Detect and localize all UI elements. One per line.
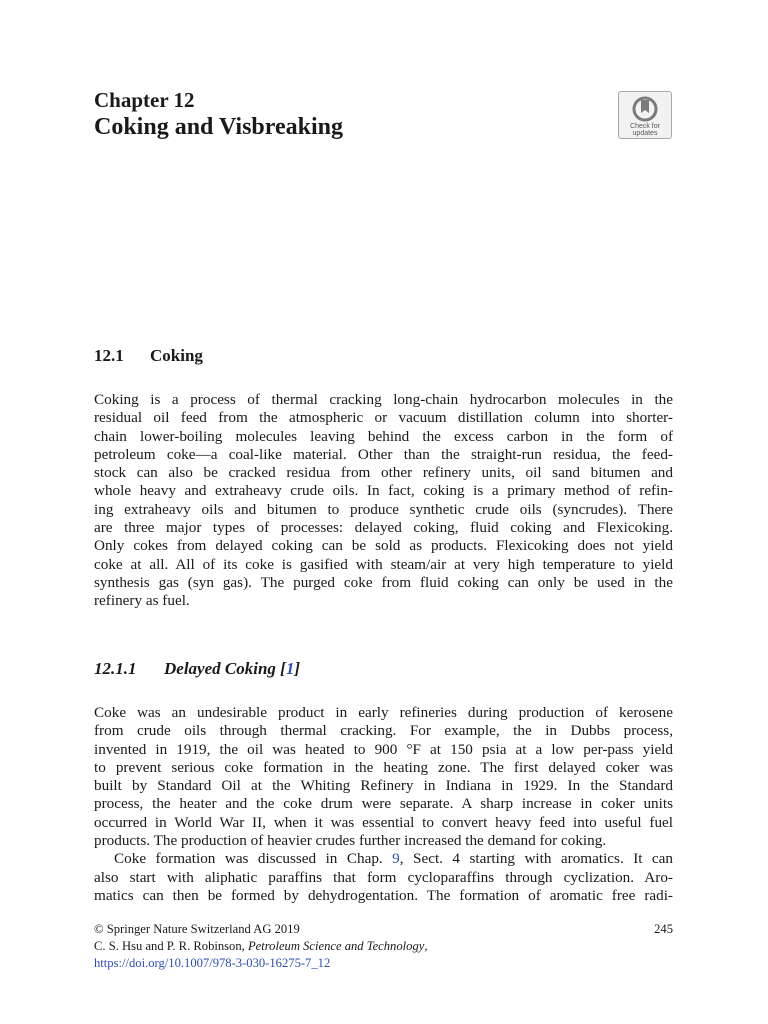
paragraph-line: Coking is a process of thermal cracking long-chain hydrocarbon molecules in the — [94, 391, 673, 408]
paragraph-line: process, the heater and the coke drum were separate. A sharp increase in coker units — [94, 795, 673, 813]
paragraph-line: Coke was an undesirable product in early refineries during production of kerosene — [94, 704, 673, 721]
paragraph-line: also start with aliphatic paraffins that form cycloparaffins through cyclization. Aro- — [94, 868, 673, 886]
paragraph-coke-formation — [94, 850, 673, 905]
chapter-label: Chapter 12 — [94, 88, 195, 112]
subsection-title-close: ] — [294, 659, 300, 678]
chapter-reference-link[interactable]: 9 — [392, 850, 400, 868]
paragraph-line: to prevent serious coke formation in the heating zone. The first delayed coker was — [94, 758, 673, 776]
page-footer — [94, 921, 673, 972]
paragraph-line: chain lower-boiling molecules leaving behind the excess carbon in the form of — [94, 427, 673, 445]
page-number: 245 — [654, 922, 673, 936]
paragraph-line: Coke formation was discussed in Chap. 9, Sect. 4 starting with aromatics. It can — [114, 850, 674, 868]
paragraph-line: from crude oils through thermal cracking. For example, the in Dubbs process, — [94, 722, 673, 740]
paragraph-coking — [94, 391, 673, 611]
copyright-line: © Springer Nature Switzerland AG 2019 — [94, 922, 300, 936]
paragraph-line: refinery as fuel. — [94, 592, 190, 610]
section-title: Coking — [150, 346, 203, 365]
paragraph-line: products. The production of heavier crudes further increased the demand for coking. — [94, 832, 607, 850]
book-title: Petroleum Science and Technology — [247, 939, 425, 953]
reference-link[interactable]: 1 — [285, 659, 295, 678]
paragraph-line: whole heavy and extraheavy crude oils. In fact, coking is a primary method of refin- — [94, 482, 673, 500]
paragraph-line: invented in 1919, the oil was heated to 900 °F at 150 psia at a low per-pass yield — [94, 740, 673, 758]
chapter-title: Coking and Visbreaking — [94, 114, 343, 140]
paragraph-line: petroleum coke—a coal-like material. Other than the straight-run residua, the feed- — [94, 445, 673, 463]
paragraph-line: coke at all. All of its coke is gasified with steam/air at very high temperature to yield — [94, 555, 673, 573]
paragraph-line: matics can then be formed by dehydrogentation. The formation of aromatic free radi- — [94, 886, 673, 904]
paragraph-line: Only cokes from delayed coking can be sold as products. Flexicoking does not yield — [94, 537, 673, 555]
check-for-updates-badge[interactable] — [618, 91, 672, 139]
paragraph-line: synthesis gas (syn gas). The purged coke from fluid coking can only be used in the — [94, 573, 673, 591]
paragraph-line: residual oil feed from the atmospheric or vacuum distillation column into shorter- — [94, 409, 673, 427]
badge-label: Check for updates — [630, 123, 660, 137]
section-heading — [94, 345, 203, 367]
paragraph-delayed-coking — [94, 704, 673, 850]
paragraph-line: stock can also be cracked residua from other refinery units, oil sand bitumen and — [94, 464, 673, 482]
bookmark-ring-icon — [632, 96, 658, 122]
section-number: 12.1 — [94, 346, 124, 365]
doi-link[interactable]: https://doi.org/10.1007/978-3-030-16275-7_12 — [94, 956, 331, 970]
subsection-heading — [94, 658, 300, 680]
paragraph-line: ing extraheavy oils and bitumen to produce synthetic crude oils (syncrudes). There — [94, 500, 673, 518]
paragraph-line: built by Standard Oil at the Whiting Refinery in Indiana in 1929. In the Standard — [94, 777, 673, 795]
subsection-number: 12.1.1 — [94, 659, 137, 678]
paragraph-line: occurred in World War II, when it was essential to convert heavy feed into useful fuel — [94, 813, 673, 831]
paragraph-line: are three major types of processes: delayed coking, fluid coking and Flexicoking. — [94, 519, 673, 537]
subsection-title: Delayed Coking [ — [164, 659, 286, 678]
citation-line: C. S. Hsu and P. R. Robinson, Petroleum Science and Technology, — [94, 939, 428, 953]
